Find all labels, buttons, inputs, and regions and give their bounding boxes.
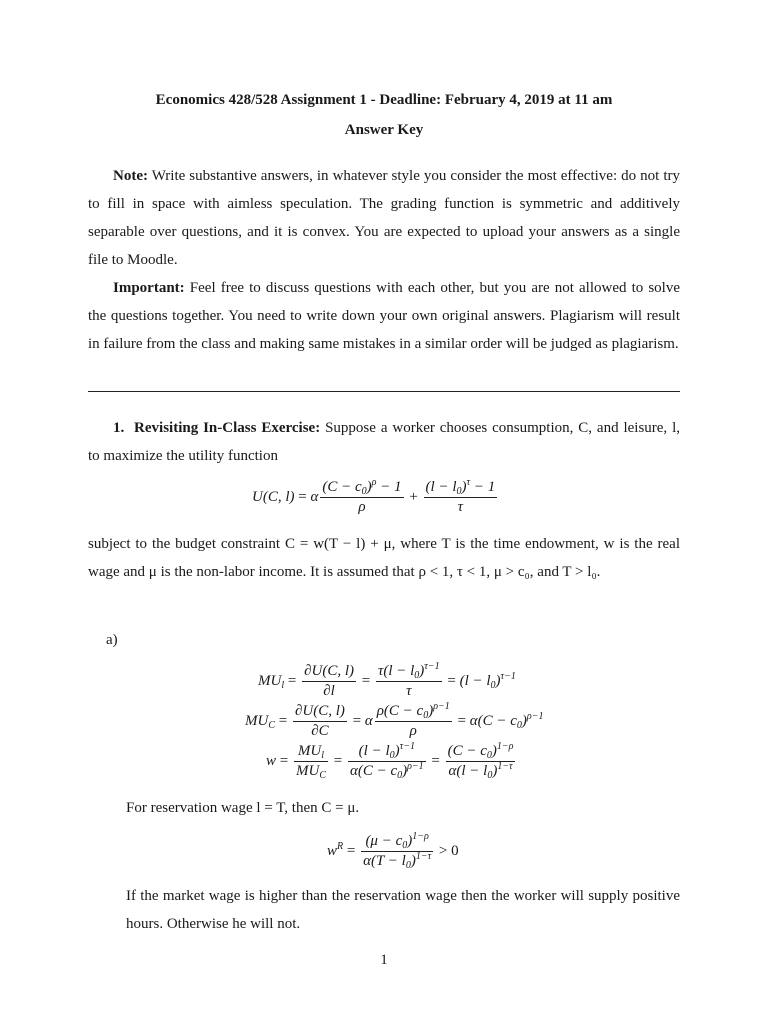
reservation-wage-text: For reservation wage l = T, then C = μ. xyxy=(126,800,360,816)
important-text: Feel free to discuss questions with each other, but you are not allowed to solve the questions together. You need to write down your own original answers. Plagiarism will result in failure from the class and making same mistakes in a similar order will be judged as plagiarism. xyxy=(88,280,681,352)
document-title: Economics 428/528 Assignment 1 - Deadline: February 4, 2019 at 11 am xyxy=(155,92,613,108)
note-text: Write substantive answers, in whatever style you consider the most effective: do not try to fill in space with aimless speculation. The grading function is symmetric and additively separable over questions, and it is convex. You are expected to upload your answers as a single file to Moodle. xyxy=(88,168,680,268)
question-1-number: 1. xyxy=(113,420,125,436)
note-label: Note: xyxy=(113,168,148,184)
page-number: 1 xyxy=(380,952,388,968)
question-1-heading: Revisiting In-Class Exercise: xyxy=(134,420,321,436)
wage-equation: w = $\frac{MU_l}{MU_C}$ = $\frac{(l - l_0)^{\tau-1}}{\alpha(C - c_0)^{\rho-1}}$ = $\frac{(C - c_0)^{1-\rho}}{\alpha(l - l_0)^{1-\tau}}$ xyxy=(266,741,514,781)
note-paragraph xyxy=(88,162,680,274)
conclusion-paragraph: If the market wage is higher than the reservation wage then the worker will supply positive hours. Otherwise he will not. xyxy=(126,888,680,932)
important-label: Important: xyxy=(113,280,185,296)
section-divider xyxy=(88,391,680,392)
part-a-label: a) xyxy=(106,632,118,648)
important-paragraph xyxy=(88,274,680,358)
budget-constraint-paragraph: subject to the budget constraint C = w(T − l) + μ, where T is the time endowment, w is the real wage and μ is the non-labor income. It is assumed that ρ < 1, τ < 1, μ > c₀, and T > l₀. xyxy=(88,536,680,580)
marginal-utility-leisure-equation: $MU_l$ = $\frac{\partial U(C, l)}{\partial l}$ = $\frac{\tau(l - l_0)^{\tau-1}}{\tau}$ = $(l - l_0)^{\tau-1}$ xyxy=(258,661,516,699)
marginal-utility-consumption-equation: $MU_C$ = $\frac{\partial U(C, l)}{\partial C}$ = α $\frac{\rho(C - c_0)^{\rho-1}}{\rho}$ = $\alpha(C - c_0)^{\rho-1}$ xyxy=(245,701,544,739)
utility-function-equation: U(C, l) = α $\frac{(C - c_0)^\rho - 1}{\rho}$ + $\frac{(l - l_0)^\tau - 1}{\tau}$ xyxy=(252,477,496,515)
question-1-intro-text: Suppose a worker chooses consumption, C, and leisure, l, to maximize the utility function xyxy=(88,420,680,464)
document-subtitle: Answer Key xyxy=(344,122,424,138)
question-1-intro xyxy=(88,414,680,470)
reservation-wage-equation: $w^R$ = $\frac{(\mu - c_0)^{1-\rho}}{\alpha(T - l_0)^{1-\tau}}$ > 0 xyxy=(327,831,459,871)
